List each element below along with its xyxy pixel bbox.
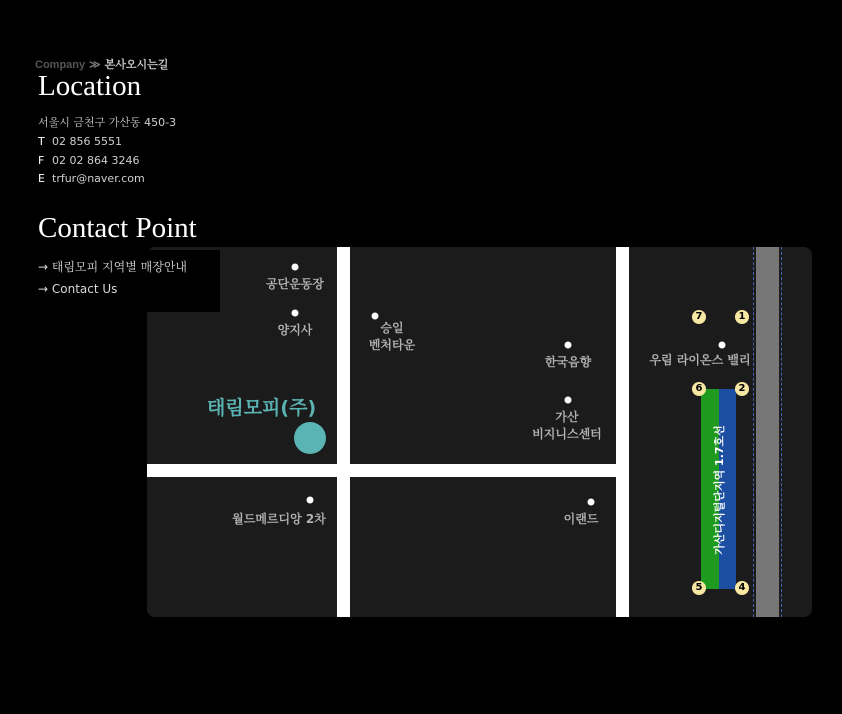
exit-4-icon: 4 — [735, 581, 749, 595]
station-label: 가산디지털단지역 1.7호선 — [713, 425, 726, 555]
breadcrumb-separator-icon: ≫ — [89, 59, 101, 71]
store-guide-link[interactable]: → 태림모피 지역별 매장안내 — [38, 260, 188, 274]
place-stadium: 공단운동장 — [266, 277, 324, 291]
place-gasan-business: 가산 비지니스센터 — [532, 410, 602, 441]
place-dot — [565, 342, 572, 349]
exit-7-icon: 7 — [692, 310, 706, 324]
exit-2-icon: 2 — [735, 382, 749, 396]
fax-row — [38, 154, 139, 167]
exit-5-icon: 5 — [692, 581, 706, 595]
railway-line-right — [781, 247, 782, 617]
place-dot — [372, 313, 379, 320]
fax-label: F — [38, 154, 45, 167]
exit-6-icon: 6 — [692, 382, 706, 396]
place-woorim: 우림 라이온스 밸리 — [649, 353, 751, 367]
breadcrumb-current: 본사오시는길 — [104, 59, 169, 71]
phone-number: 02 856 5551 — [52, 135, 122, 148]
place-dot — [292, 310, 299, 317]
place-dot — [719, 342, 726, 349]
address-text: 서울시 금천구 가산동 450-3 — [38, 116, 177, 129]
fax-number: 02 02 864 3246 — [52, 154, 140, 167]
place-dot — [565, 397, 572, 404]
place-dot — [588, 499, 595, 506]
place-eland: 이랜드 — [563, 512, 599, 526]
contact-menu — [0, 250, 220, 312]
road-vertical-1 — [337, 247, 350, 617]
place-dot — [307, 497, 314, 504]
exit-1-icon: 1 — [735, 310, 749, 324]
place-hanguk: 한국음향 — [544, 355, 592, 369]
location-map — [147, 247, 812, 617]
contact-title: Contact Point — [38, 212, 197, 244]
phone-label: T — [38, 135, 45, 148]
place-seungil: 승일 벤처타운 — [368, 321, 416, 352]
place-dot — [292, 264, 299, 271]
road-horizontal — [147, 464, 616, 477]
breadcrumb-company-link[interactable]: Company — [35, 59, 86, 71]
location-title: Location — [38, 70, 142, 102]
email-label: E — [38, 172, 45, 185]
road-vertical-2 — [616, 247, 629, 617]
email-address[interactable]: trfur@naver.com — [52, 172, 145, 185]
railway-line-left — [753, 247, 754, 617]
place-yangjisa: 양지사 — [277, 323, 313, 337]
contact-us-link[interactable]: → Contact Us — [38, 282, 118, 296]
phone-row — [38, 135, 122, 148]
company-label: 태림모피(주) — [207, 397, 317, 419]
company-location-marker — [294, 422, 326, 454]
email-row — [38, 172, 145, 185]
place-worldmeridian: 월드메르디앙 2차 — [232, 512, 326, 526]
railway-track — [756, 247, 779, 617]
